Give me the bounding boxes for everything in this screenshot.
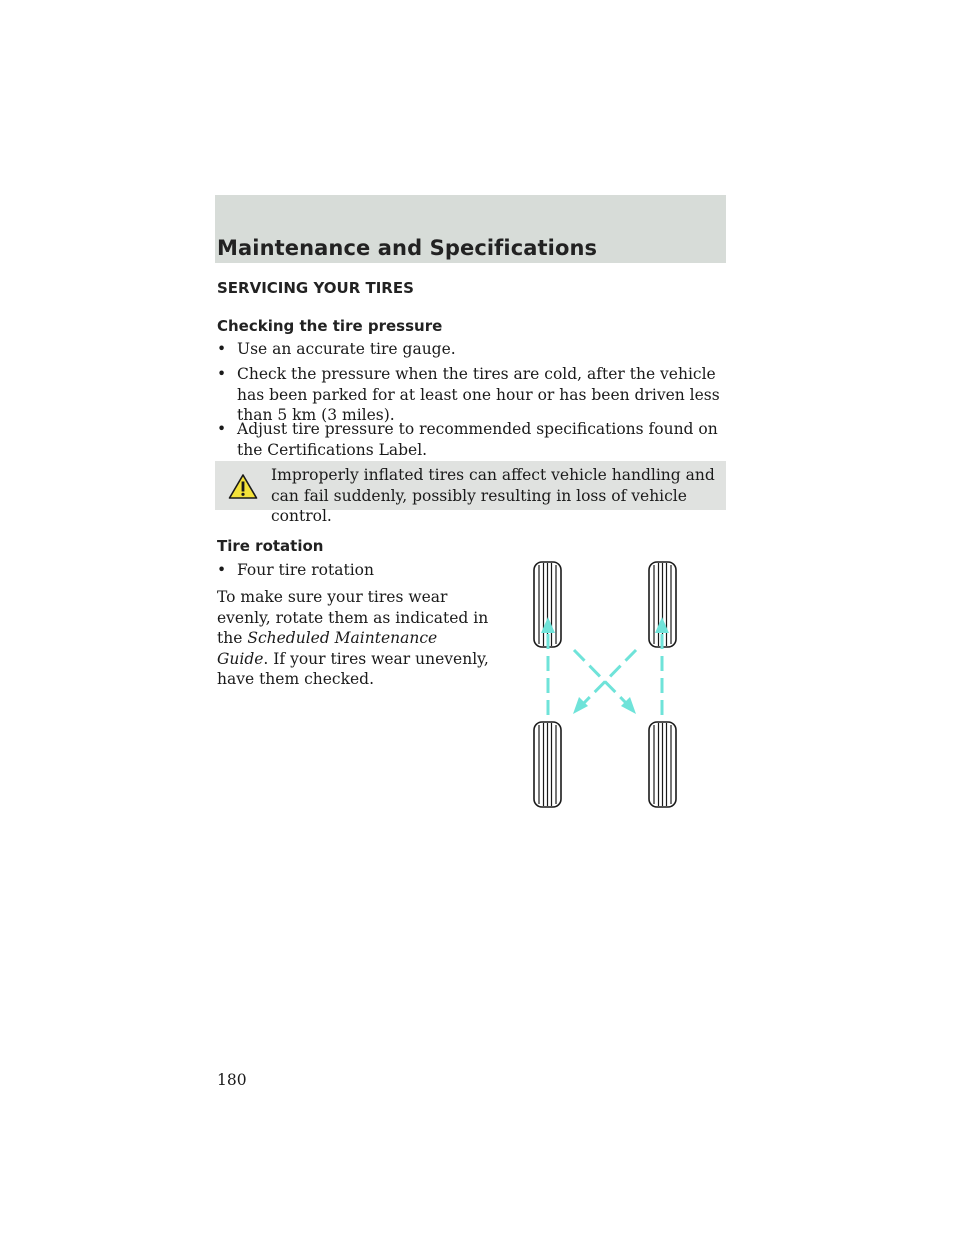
page-number: 180: [217, 1071, 247, 1089]
bullet-text: Adjust tire pressure to recommended specifications found on the Certifications Label.: [237, 420, 718, 459]
bullet-text: Four tire rotation: [237, 561, 374, 579]
list-item: [217, 560, 487, 581]
list-item: [217, 339, 725, 360]
bullet-symbol: •: [217, 561, 227, 579]
section-title: SERVICING YOUR TIRES: [217, 279, 414, 297]
page-title: Maintenance and Specifications: [217, 236, 598, 260]
rotation-text-1: To make sure your tires wear evenly, rotate them as indicated in the: [217, 588, 489, 647]
bullet-symbol: •: [217, 365, 227, 383]
tire-rear-left: [534, 722, 561, 807]
list-item: [217, 419, 725, 460]
tire-rotation-diagram: [520, 555, 700, 815]
warning-text: Improperly inflated tires can affect vehicle handling and can fail suddenly, possibly resulting in loss of vehicle control.: [271, 466, 715, 525]
pressure-heading: Checking the tire pressure: [217, 317, 443, 335]
bullet-symbol: •: [217, 340, 227, 358]
rotation-text-2: . If your tires wear unevenly, have them checked.: [217, 649, 489, 688]
tire-rear-right: [649, 722, 676, 807]
bullet-text: Use an accurate tire gauge.: [237, 340, 456, 358]
rotation-heading: Tire rotation: [217, 537, 324, 555]
bullet-text: Check the pressure when the tires are cold, after the vehicle has been parked for at least one hour or has been driven less than 5 km (3 miles).: [237, 365, 720, 424]
list-item: [217, 364, 725, 426]
arrow-front-left-to-rear-right: [574, 650, 628, 705]
arrow-front-right-to-rear-left: [582, 650, 636, 705]
rotation-paragraph: [217, 587, 492, 690]
bullet-symbol: •: [217, 420, 227, 438]
warning-triangle-icon: [228, 473, 258, 504]
maintenance-guide-reference: Scheduled Maintenance Guide: [217, 629, 438, 668]
